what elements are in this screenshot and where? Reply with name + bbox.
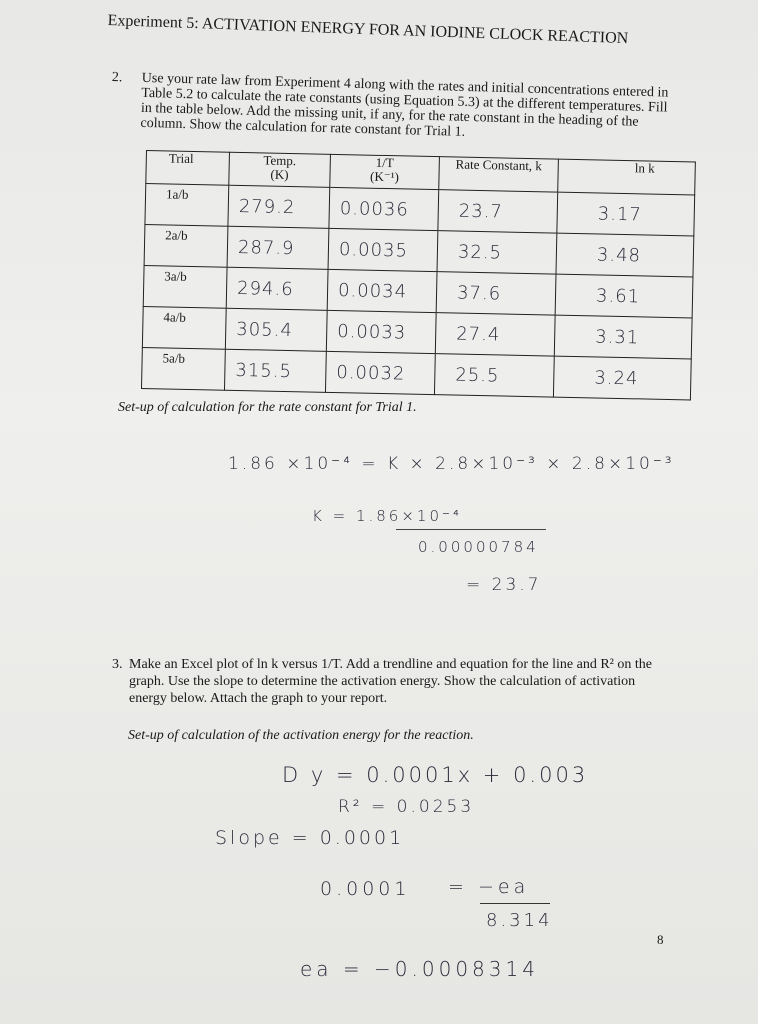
header-rate-constant: Rate Constant, k xyxy=(439,157,559,192)
cell-temp: 287.9 xyxy=(227,226,329,269)
cell-inv-t: 0.0032 xyxy=(325,351,435,394)
calc-ea-slope: Slope = 0.0001 xyxy=(215,827,405,849)
cell-k: 23.7 xyxy=(438,190,558,233)
cell-k: 32.5 xyxy=(437,231,557,274)
cell-k: 25.5 xyxy=(434,354,554,397)
cell-temp: 305.4 xyxy=(225,308,327,351)
question-3-text: Make an Excel plot of ln k versus 1/T. Add a trendline and equation for the line and R² on the graph. Use the slope to determine the activation energy. Show the calculation of activation energy below. Attach the graph to your report. xyxy=(129,657,652,706)
calc-ea-line-4-right: = −ea xyxy=(448,876,530,898)
cell-temp: 315.5 xyxy=(224,349,326,392)
cell-k: 37.6 xyxy=(436,272,556,315)
header-ln-k: ln k xyxy=(558,159,696,195)
question-2-number: 2. xyxy=(111,70,123,86)
cell-trial: 2a/b xyxy=(144,224,228,267)
question-3 xyxy=(112,656,672,707)
header-inverse-temp: 1/T (K⁻¹) xyxy=(330,154,440,189)
cell-ln-k: 3.61 xyxy=(555,274,693,318)
cell-ln-k: 3.31 xyxy=(554,315,692,359)
cell-ln-k: 3.48 xyxy=(556,233,694,277)
calc-ea-result: ea = −0.0008314 xyxy=(300,957,539,981)
question-2-text: Use your rate law from Experiment 4 along with the rates and initial concentrations entered in Table 5.2 to calculate the rate constants (using Equation 5.3) at the different temperatures. Fill in the table below. Add the missing unit, if any, for the rate constant in the heading of the column. Show the calculation for rate constant for Trial 1. xyxy=(140,70,669,140)
calc-ea-equation: D y = 0.0001x + 0.003 xyxy=(282,763,589,787)
cell-ln-k: 3.24 xyxy=(553,356,691,400)
cell-inv-t: 0.0034 xyxy=(327,269,437,312)
cell-inv-t: 0.0035 xyxy=(328,228,438,271)
question-2 xyxy=(110,70,671,146)
cell-trial: 5a/b xyxy=(142,347,226,390)
cell-inv-t: 0.0036 xyxy=(329,187,439,230)
setup-ea-heading: Set-up of calculation of the activation energy for the reaction. xyxy=(128,728,474,743)
cell-temp: 279.2 xyxy=(228,185,330,228)
cell-ln-k: 3.17 xyxy=(557,192,695,236)
ea-fraction-bar xyxy=(480,903,550,904)
setup-rate-heading: Set-up of calculation for the rate constant for Trial 1. xyxy=(118,400,417,415)
fraction-bar xyxy=(396,529,546,530)
header-temp: Temp. (K) xyxy=(229,152,331,187)
page-number: 8 xyxy=(657,932,664,947)
calc-rate-line-1: 1.86 ×10⁻⁴ = K × 2.8×10⁻³ × 2.8×10⁻³ xyxy=(228,454,675,474)
cell-trial: 1a/b xyxy=(145,184,229,227)
calc-ea-line-4-left: 0.0001 xyxy=(320,878,411,900)
calc-ea-r-squared: R² = 0.0253 xyxy=(338,797,475,817)
rate-constant-table xyxy=(141,150,696,400)
calc-rate-line-4: = 23.7 xyxy=(466,575,542,595)
cell-inv-t: 0.0033 xyxy=(326,310,436,353)
calc-rate-line-3: 0.00000784 xyxy=(418,538,539,556)
cell-trial: 4a/b xyxy=(142,306,226,349)
calc-rate-line-2: K = 1.86×10⁻⁴ xyxy=(312,507,462,525)
question-3-number: 3. xyxy=(112,657,123,672)
calc-ea-denominator: 8.314 xyxy=(486,910,553,931)
page-title: Experiment 5: ACTIVATION ENERGY FOR AN IODINE CLOCK REACTION xyxy=(107,12,629,48)
header-trial: Trial xyxy=(146,151,230,186)
cell-temp: 294.6 xyxy=(226,267,328,310)
cell-trial: 3a/b xyxy=(143,265,227,308)
cell-k: 27.4 xyxy=(435,313,555,356)
